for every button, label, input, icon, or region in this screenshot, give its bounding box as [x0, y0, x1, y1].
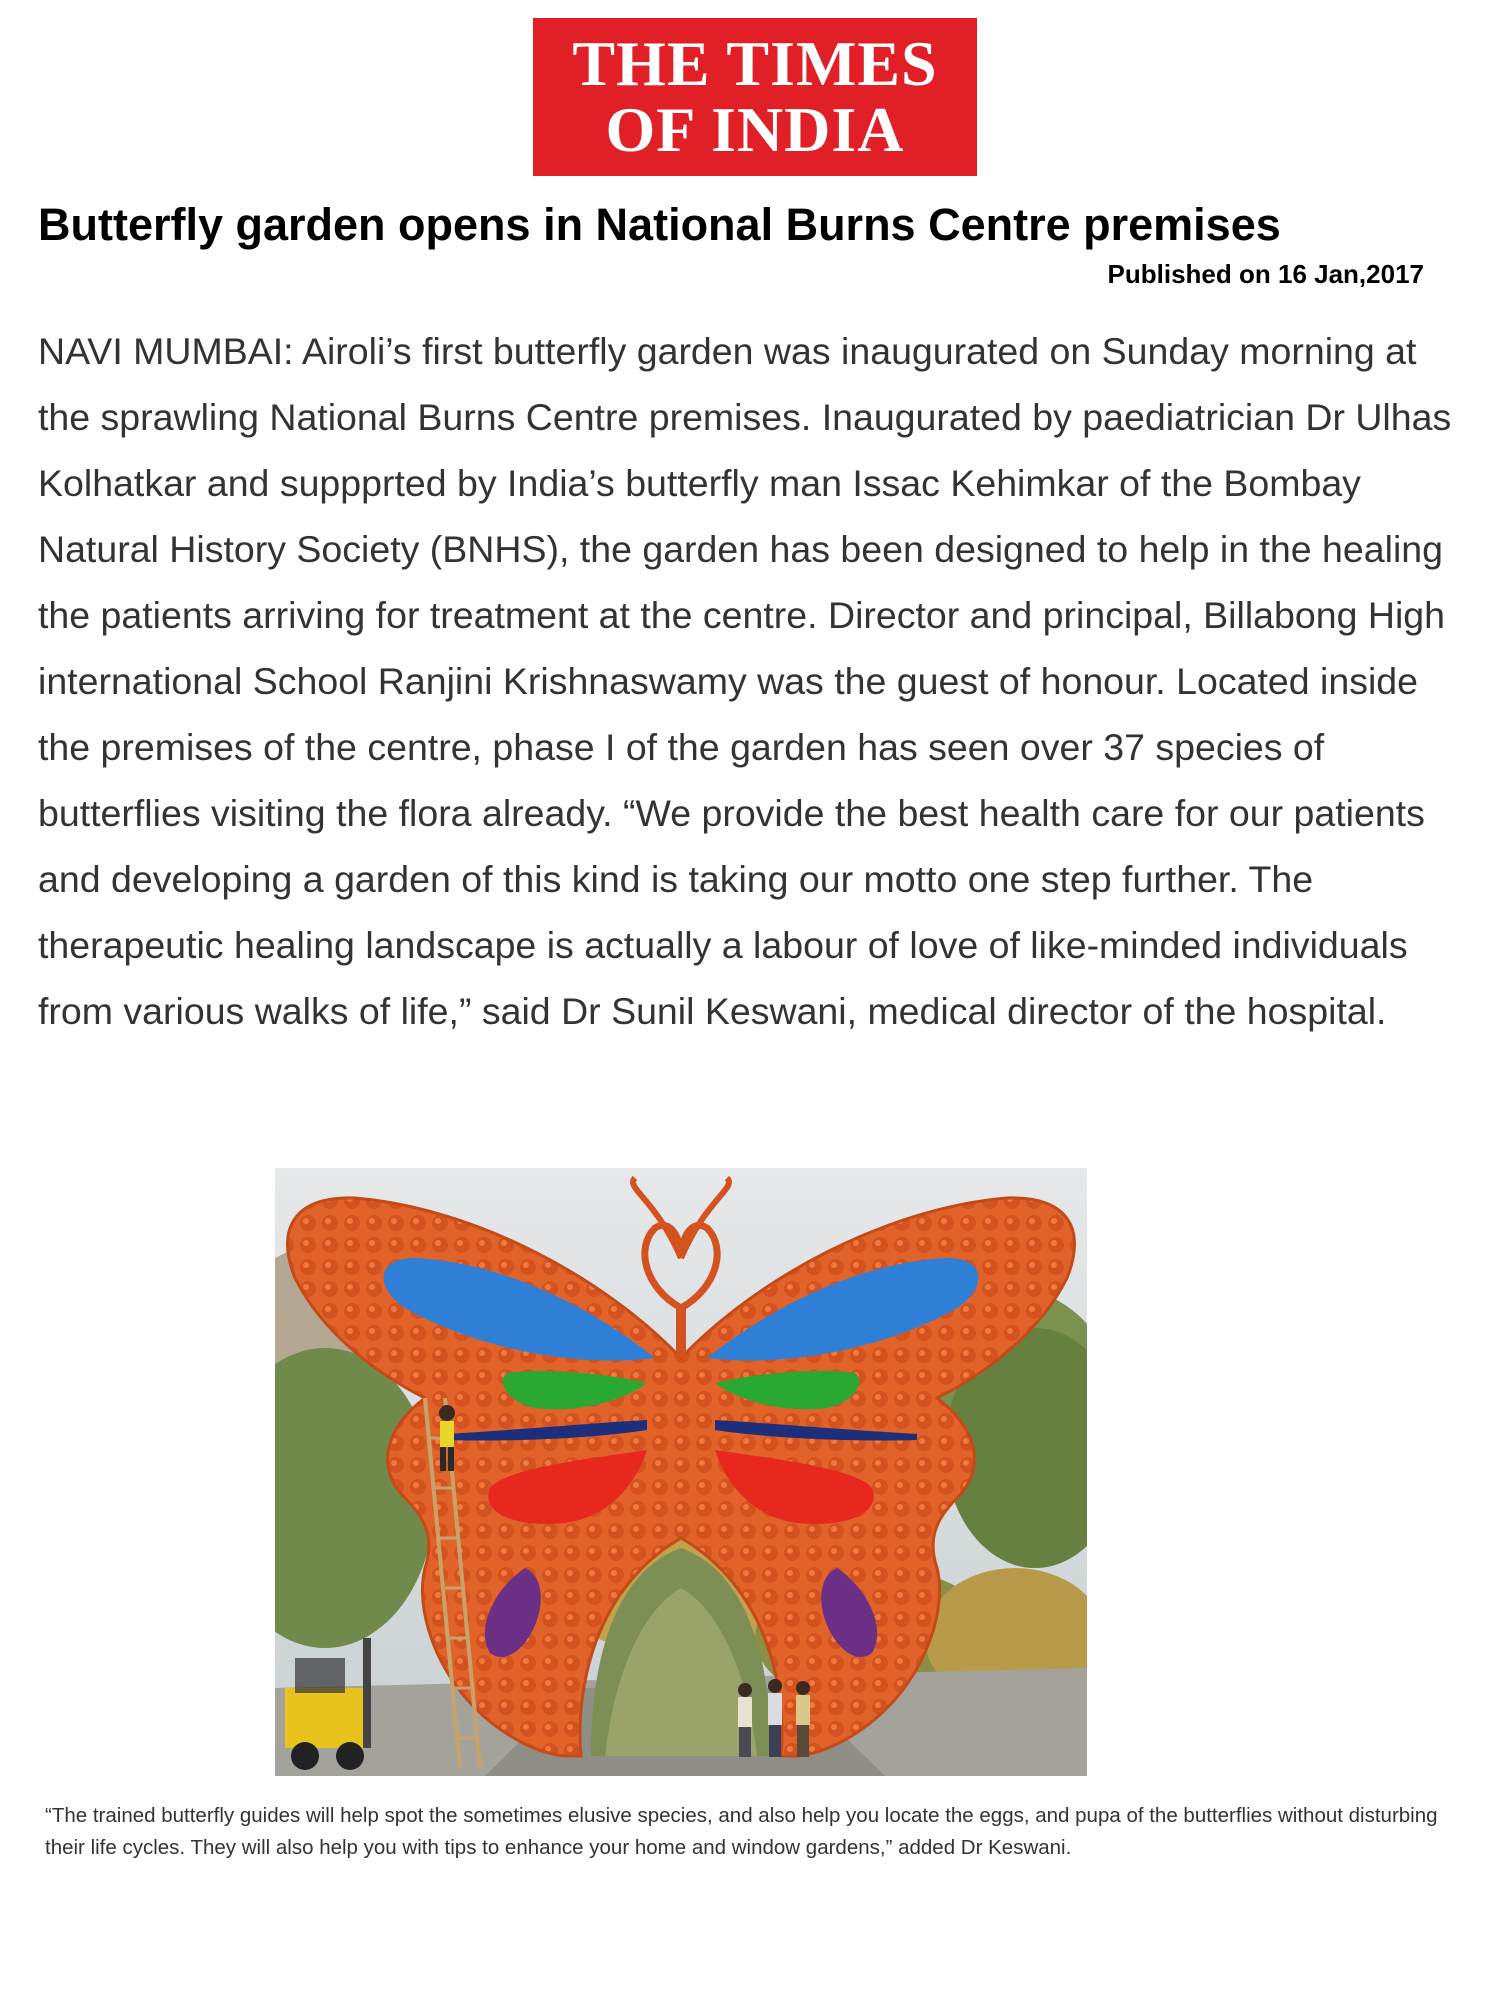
logo-line-1: THE TIMES	[572, 28, 938, 99]
photo-caption: “The trained butterfly guides will help spot the sometimes elusive species, and also help you locate the eggs, and pupa of the butterflies without disturbing their life cycles. They will also help you with tips to enhance your home and window gardens,” added Dr Keswani.	[45, 1804, 1438, 1859]
times-of-india-logo	[533, 18, 977, 176]
article-body: NAVI MUMBAI: Airoli’s first butterfly garden was inaugurated on Sunday morning at the sprawling National Burns Centre premises. Inaugurated by paediatrician Dr Ulhas Kolhatkar and suppprted by India’s butterfly man Issac Kehimkar of the Bombay Natural History Society (BNHS), the garden has been designed to help in the healing the patients arriving for treatment at the centre. Director and principal, Billabong High international School Ranjini Krishnaswamy was the guest of honour. Located inside the premises of the centre, phase I of the garden has seen over 37 species of butterflies visiting the flora already. “We provide the best health care for our patients and developing a garden of this kind is taking our motto one step further. The therapeutic healing landscape is actually a labour of love of like-minded individuals from various walks of life,” said Dr Sunil Keswani, medical director of the hospital.	[38, 330, 1452, 1032]
people	[738, 1679, 810, 1757]
published-date: Published on 16 Jan,2017	[1107, 259, 1424, 289]
article-headline: Butterfly garden opens in National Burns Centre premises	[38, 199, 1281, 250]
butterfly-gate-photo	[275, 1168, 1087, 1776]
logo-line-2: OF INDIA	[605, 94, 905, 165]
